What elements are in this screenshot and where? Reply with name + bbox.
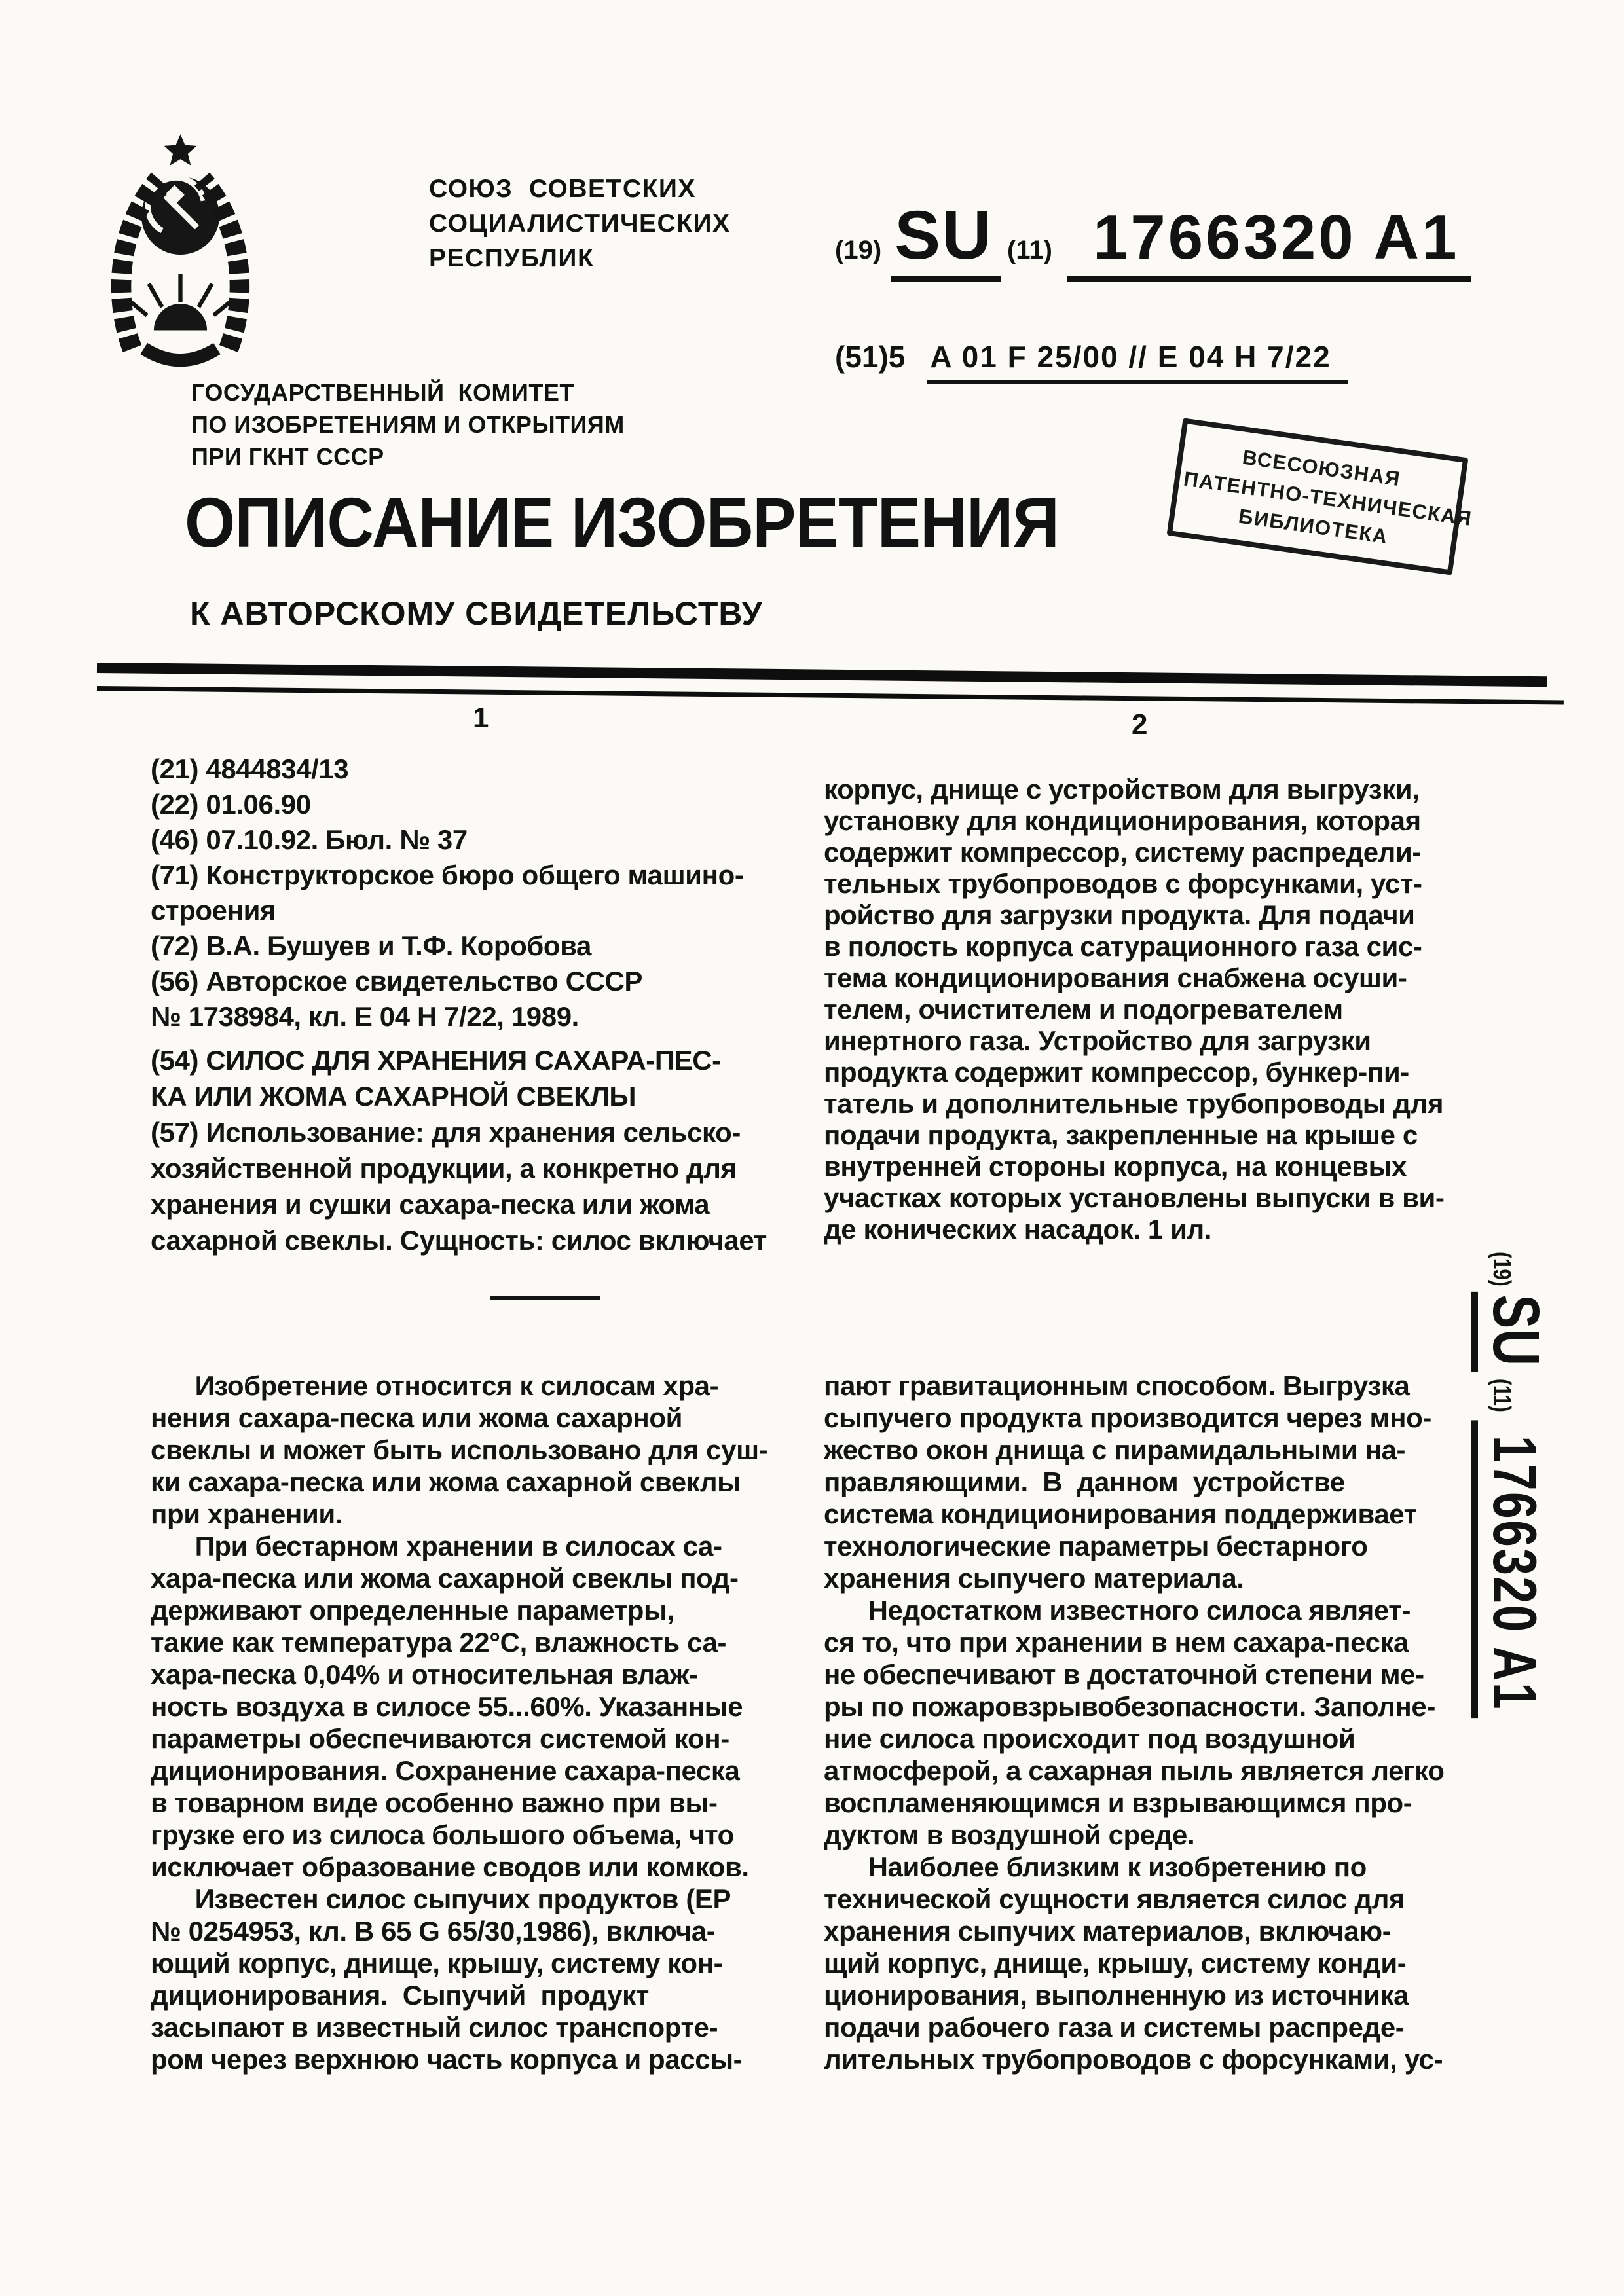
margin-code-11-label: (11) [1488,1378,1515,1412]
margin-publication-number: 1766320 A1 [1471,1420,1550,1718]
abstract-right-column: корпус, днище с устройством для выгрузки, установку для кондиционирования, которая содержит компрессор, систему распредели- тельных трубопроводов с форсунками, уст- ройство для загрузки продукта. Для подачи в полость корпуса сатурационного газа сис- тема кондиционирования снабжена осуши- телем, очистителем и подогревателем инертного газа. Устройство для загрузки продукта содержит компрессор, бункер-пи- татель и дополнительные трубопроводы для подачи продукта, закрепленные на крыше с внутренней стороны корпуса, на концевых участках которых установлены выпуски в ви- де конических насадок. 1 ил. [824,774,1445,1245]
ipc-classification [835,339,1348,384]
ipc-label: (51)5 [835,340,906,374]
union-name: СОЮЗ СОВЕТСКИХ СОЦИАЛИСТИЧЕСКИХ РЕСПУБЛИК [429,175,731,272]
document-subtitle: К АВТОРСКОМУ СВИДЕТЕЛЬСТВУ [190,595,763,632]
ussr-coat-of-arms-icon [97,131,264,372]
state-committee: ГОСУДАРСТВЕННЫЙ КОМИТЕТ ПО ИЗОБРЕТЕНИЯМ И ОТКРЫТИЯМ ПРИ ГКНТ СССР [191,379,625,470]
invention-title-and-abstract-left: (54) СИЛОС ДЛЯ ХРАНЕНИЯ САХАРА-ПЕС- КА ИЛИ ЖОМА САХАРНОЙ СВЕКЛЫ (57) Использование: для хранения сельско- хозяйственной продукции, а конкретно для хранения и сушки сахара-песка или жома сахарной свеклы. Сущность: силос включает [151,1045,767,1256]
ipc-code: A 01 F 25/00 // E 04 H 7/22 [927,339,1348,384]
column-number-right: 2 [1132,708,1148,740]
country-code: SU [891,196,1001,282]
document-title: ОПИСАНИЕ ИЗОБРЕТЕНИЯ [185,483,1059,562]
header-rule-thin [97,686,1564,705]
margin-country-code: SU [1471,1292,1553,1372]
publication-number-line [835,196,1471,282]
bibliographic-data: (21) 4844834/13 (22) 01.06.90 (46) 07.10.92. Бюл. № 37 (71) Конструкторское бюро общего машино- строения (72) В.А. Бушуев и Т.Ф. Коробова (56) Авторское свидетельство СССР № 1738984, кл. Е 04 Н 7/22, 1989. [151,754,744,1032]
library-stamp: ВСЕСОЮЗНАЯ ПАТЕНТНО-ТЕХНИЧЕСКАЯ БИБЛИОТЕКА [1167,418,1469,575]
code-11-label: (11) [1007,236,1052,264]
margin-code-19-label: (19) [1488,1252,1515,1286]
section-divider [490,1296,600,1300]
header-rule-thick [97,663,1547,687]
publication-number: 1766320 A1 [1067,202,1471,282]
description-left-column: Изобретение относится к силосам хра- нения сахара-песка или жома сахарной свеклы и может быть использовано для суш- ки сахара-песка или жома сахарной свеклы при хранении. При бестарном хранении в силосах са- хара-песка или жома сахарной свеклы под- держивают определенные параметры, такие как температура 22°С, влажность са- хара-песка 0,04% и относительная влаж- ность воздуха в силосе 55...60%. Указанные параметры обеспечиваются системой кон- диционирования. Сохранение сахара-песка в товарном виде особенно важно при вы- грузке его из силоса большого объема, что исключает образование сводов или комков. Известен силос сыпучих продуктов (ЕР № 0254953, кл. В 65 G 65/30,1986), включа- ющий корпус, днище, крышу, систему кон- диционирования. Сыпучий продукт засыпают в известный силос транспорте- ром через верхнюю часть корпуса и рассы- [151,1370,768,2075]
code-19-label: (19) [835,236,882,264]
column-number-left: 1 [473,702,489,734]
description-right-column: пают гравитационным способом. Выгрузка сыпучего продукта производится через мно- жество окон днища с пирамидальными на- правляющими. В данном устройстве система кондиционирования поддерживает технологические параметры бестарного хранения сыпучего материала. Недостатком известного силоса являет- ся то, что при хранении в нем сахара-песка не обеспечивают в достаточной степени ме- ры по пожаровзрывобезопасности. Заполне- ние силоса происходит под воздушной атмосферой, а сахарная пыль является легко воспламеняющимся и взрывающимся про- дуктом в воздушной среде. Наиболее близким к изобретению по технической сущности является силос для хранения сыпучих материалов, включаю- щий корпус, днище, крышу, систему конди- ционирования, выполненную из источника подачи рабочего газа и системы распреде- лительных трубопроводов с форсунками, ус- [824,1370,1445,2075]
